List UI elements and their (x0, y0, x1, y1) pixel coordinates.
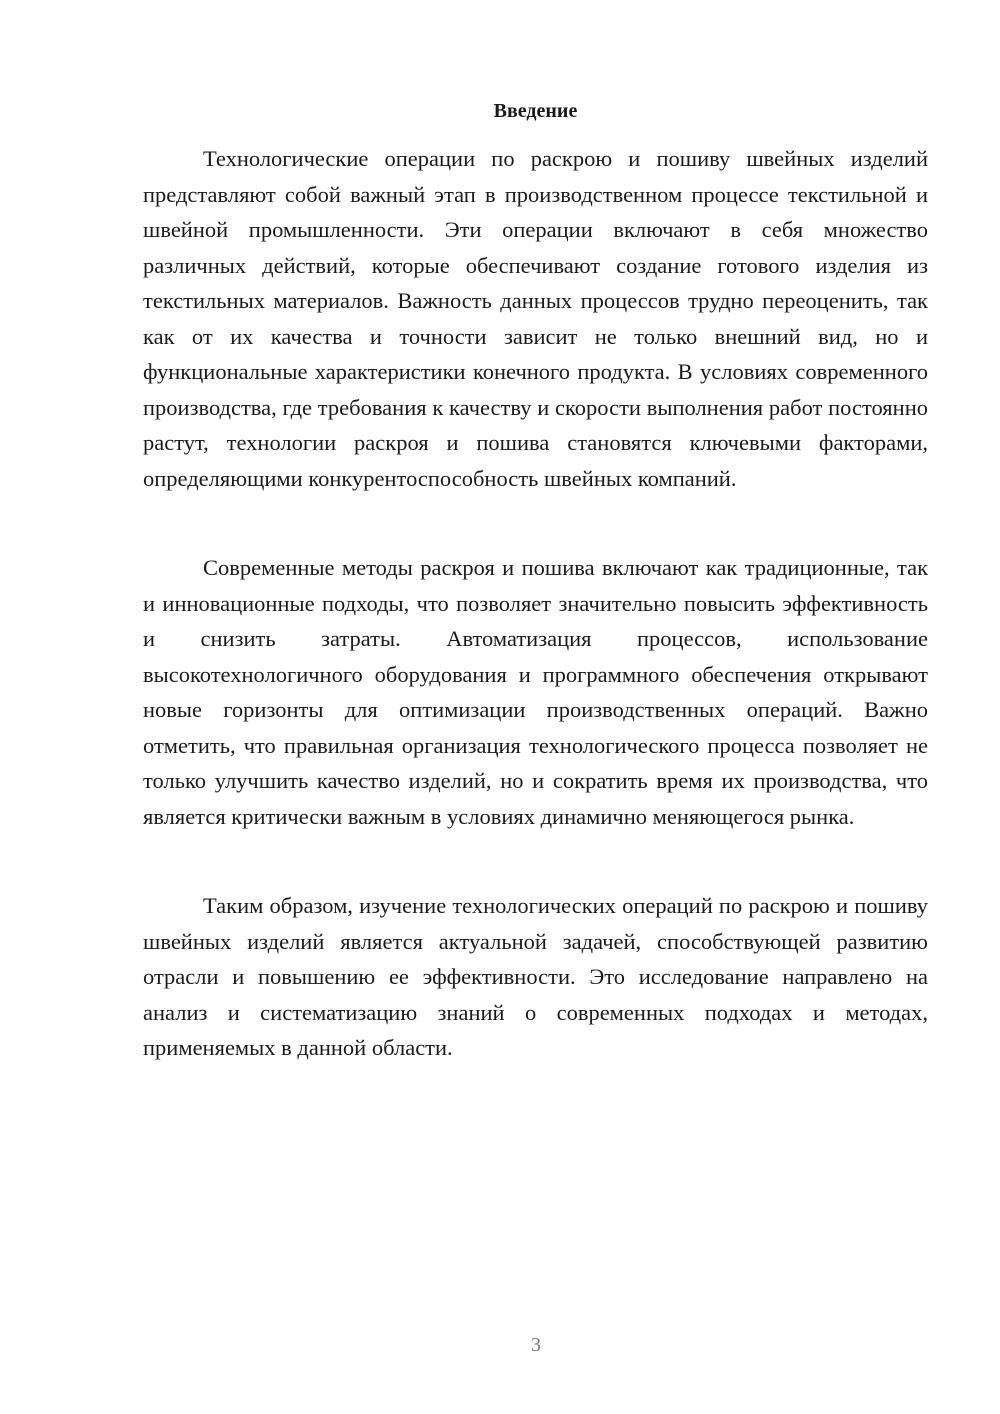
paragraph-conclusion: Таким образом, изучение технологических операций по раскрою и пошиву швейных изделий является актуальной задачей, способствующей развитию отрасли и повышению ее эффективности. Это исследование направлено на анализ и систематизацию знаний о современных подходах и методах, применяемых в данной области. (143, 893, 928, 1060)
paragraph-intro: Технологические операции по раскрою и пошиву швейных изделий представляют собой важный этап в производственном процессе текстильной и швейной промышленности. Эти операции включают в себя множество различных действий, которые обеспечивают создание готового изделия из текстильных материалов. Важность данных процессов трудно переоценить, так как от их качества и точности зависит не только внешний вид, но и функциональные характеристики конечного продукта. В условиях современного производства, где требования к качеству и скорости выполнения работ постоянно растут, технологии раскроя и пошива становятся ключевыми факторами, определяющими конкурентоспособность швейных компаний. (143, 146, 928, 491)
page-number: 3 (531, 1334, 541, 1356)
page-title: Введение (493, 100, 578, 122)
paragraph-methods: Современные методы раскроя и пошива включают как традиционные, так и инновационные подходы, что позволяет значительно повысить эффективность и снизить затраты. Автоматизация процессов, использование высокотехнологичного оборудования и программного обеспечения открывают новые горизонты для оптимизации производственных операций. Важно отметить, что правильная организация технологического процесса позволяет не только улучшить качество изделий, но и сократить время их производства, что является критически важным в условиях динамично меняющегося рынка. (143, 555, 928, 829)
